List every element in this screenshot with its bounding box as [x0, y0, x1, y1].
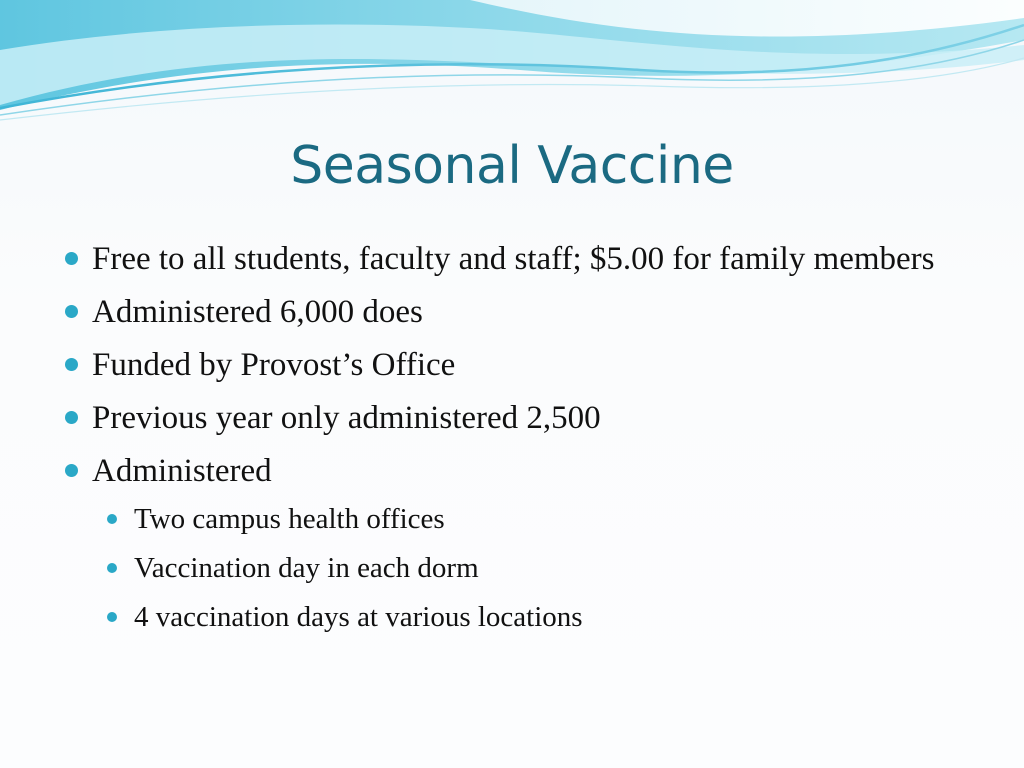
bullet-dot-icon [65, 464, 78, 477]
bullet-text: Previous year only administered 2,500 [92, 400, 601, 436]
bullet-item [62, 450, 962, 637]
bullet-dot-icon [65, 305, 78, 318]
sub-bullet-item [92, 597, 962, 637]
bullet-text: Free to all students, faculty and staff; $5.00 for family members [92, 241, 935, 277]
bullet-dot-icon [65, 358, 78, 371]
bullet-dot-icon [65, 252, 78, 265]
sub-bullet-dot-icon [107, 514, 117, 524]
sub-bullet-dot-icon [107, 612, 117, 622]
sub-bullet-dot-icon [107, 563, 117, 573]
bullet-item [62, 291, 962, 334]
bullet-text: Funded by Provost’s Office [92, 347, 456, 383]
sub-bullet-text: Vaccination day in each dorm [134, 552, 479, 584]
sub-bullet-list [92, 499, 962, 637]
bullet-item [62, 397, 962, 440]
slide-title: Seasonal Vaccine [290, 136, 734, 196]
bullet-text: Administered 6,000 does [92, 294, 423, 330]
bullet-item [62, 344, 962, 387]
bullet-text: Administered [92, 453, 272, 489]
bullet-item [62, 238, 962, 281]
bullet-dot-icon [65, 411, 78, 424]
sub-bullet-item [92, 499, 962, 539]
bullet-list [62, 238, 962, 647]
sub-bullet-item [92, 548, 962, 588]
wave-header-decoration [0, 0, 1024, 130]
sub-bullet-text: Two campus health offices [134, 503, 445, 535]
sub-bullet-text: 4 vaccination days at various locations [134, 601, 583, 633]
